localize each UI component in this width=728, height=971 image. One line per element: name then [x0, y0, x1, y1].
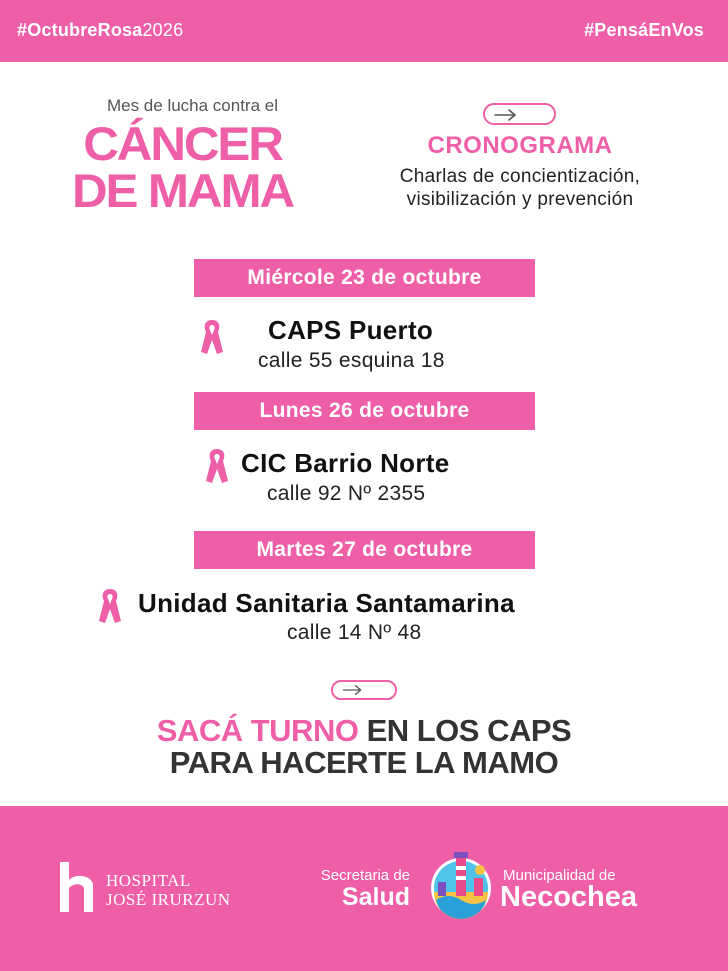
event-date-band: Miércole 23 de octubre — [194, 259, 535, 297]
hashtag-octubre-rosa — [17, 20, 183, 41]
secretaria-salud: Salud — [341, 883, 410, 911]
hospital-line1: HOSPITAL — [106, 871, 191, 890]
schedule-description — [355, 165, 685, 211]
secretaria-prefix: Secretaria de — [320, 867, 410, 884]
cta-line1 — [0, 713, 728, 749]
arrow-right-icon — [341, 684, 365, 696]
schedule-title: CRONOGRAMA — [427, 132, 613, 159]
hero-subtitle: Mes de lucha contra el — [106, 96, 279, 115]
arrow-pill-top — [483, 103, 556, 125]
event-venue: Unidad Sanitaria Santamarina — [138, 588, 515, 618]
hero-title-line2: DE MAMA — [71, 164, 294, 217]
pink-ribbon-icon — [202, 445, 232, 485]
schedule-desc-line1: Charlas de concientización, — [399, 166, 641, 187]
event-venue: CIC Barrio Norte — [241, 448, 450, 478]
event-address: calle 92 Nº 2355 — [267, 482, 426, 505]
municipalidad-necochea: Necochea — [500, 881, 638, 913]
event-venue: CAPS Puerto — [268, 315, 434, 345]
event-address: calle 55 esquina 18 — [258, 349, 445, 372]
hashtag-pensa-en-vos: #PensáEnVos — [584, 20, 704, 40]
top-bar — [0, 0, 728, 62]
municipalidad-prefix: Municipalidad de — [503, 867, 616, 884]
hospital-logo-icon — [60, 862, 94, 912]
hospital-line2: JOSÉ IRURZUN — [106, 890, 231, 909]
arrow-pill-bottom — [331, 680, 397, 700]
cta-line2: PARA HACERTE LA MAMO — [169, 745, 559, 780]
hero-title-line1: CÁNCER — [83, 117, 282, 170]
cta-line1-rest: EN LOS CAPS — [358, 713, 572, 748]
pink-ribbon-icon — [197, 316, 227, 356]
cta-highlight: SACÁ TURNO — [156, 713, 359, 748]
pink-ribbon-icon — [95, 585, 125, 625]
schedule-desc-line2: visibilización y prevención — [406, 189, 634, 210]
hero-title — [33, 117, 332, 217]
hashtag-left-bold: #OctubreRosa — [17, 20, 143, 40]
lighthouse-emblem-icon — [428, 848, 494, 920]
arrow-right-icon — [493, 108, 519, 122]
event-address: calle 14 Nº 48 — [287, 621, 422, 644]
hashtag-left-year: 2026 — [142, 20, 184, 40]
hospital-name — [106, 871, 231, 909]
event-date-band: Martes 27 de octubre — [194, 531, 535, 569]
event-date-band: Lunes 26 de octubre — [194, 392, 535, 430]
